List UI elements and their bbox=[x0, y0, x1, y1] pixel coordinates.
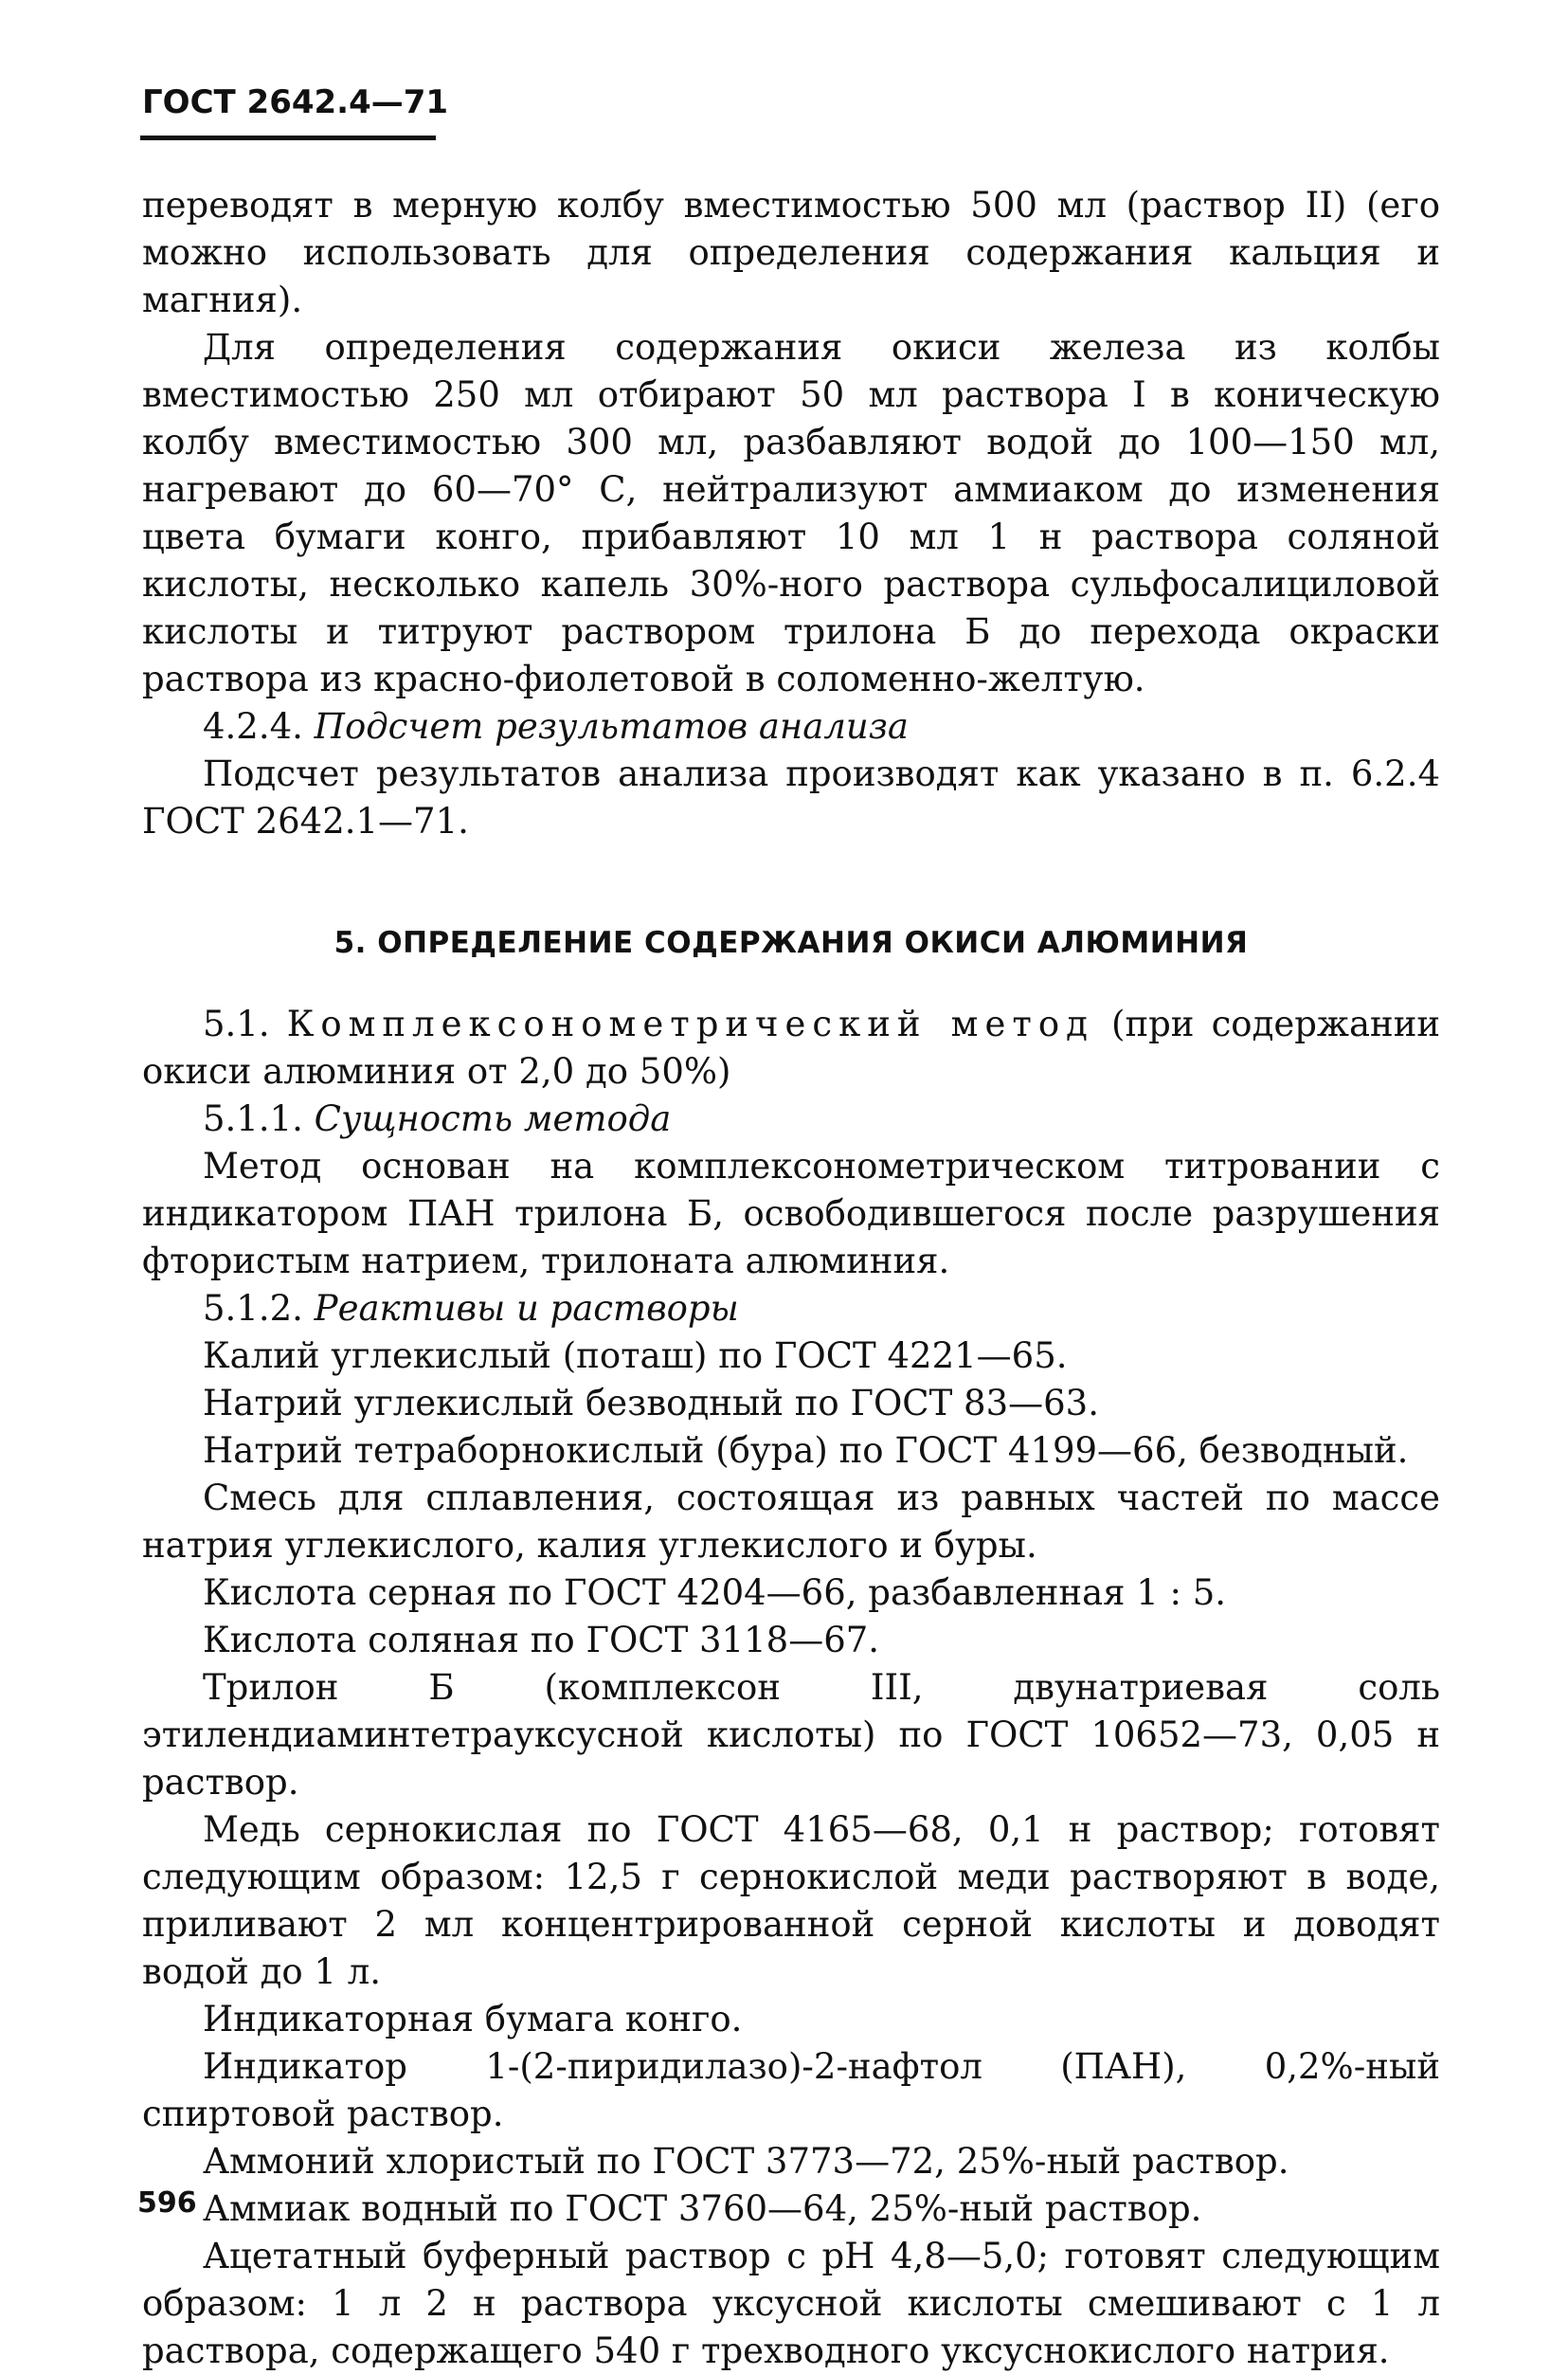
page-header-title: ГОСТ 2642.4—71 bbox=[142, 83, 449, 121]
reagent-item: Кислота серная по ГОСТ 4204—66, разбавленная 1 : 5. bbox=[203, 1572, 1227, 1613]
paragraph-iron-oxide: Для определения содержания окиси железа из колбы вместимостью 250 мл отбирают 50 мл раствора I в коническую колбу вместимостью 300 мл, разбавляют водой до 100—150 мл, нагревают до 60—70° С, нейтрализуют аммиаком до изменения цвета бумаги конго, прибавляют 10 мл 1 н раствора соляной кислоты, несколько капель 30%-ного раствора сульфосалициловой кислоты и титруют раствором трилона Б до перехода окраски раствора из красно-фиолетовой в соломенно-желтую. bbox=[142, 327, 1440, 699]
reagent-item: Кислота соляная по ГОСТ 3118—67. bbox=[203, 1620, 880, 1660]
method-name: Комплексонометрический метод bbox=[286, 1004, 1094, 1044]
subsection-title: Подсчет результатов анализа bbox=[314, 706, 909, 747]
paragraph-continuation: переводят в мерную колбу вместимостью 500 мл (раствор II) (его можно использовать для определения содержания кальция и магния). bbox=[142, 185, 1440, 320]
page-number: 596 bbox=[137, 2186, 197, 2220]
subsection-number: 5.1.2. bbox=[203, 1288, 303, 1329]
paragraph-calculation: Подсчет результатов анализа производят как указано в п. 6.2.4 ГОСТ 2642.1—71. bbox=[142, 753, 1440, 842]
reagent-item: Калий углекислый (поташ) по ГОСТ 4221—65. bbox=[203, 1335, 1068, 1376]
reagent-item: Натрий углекислый безводный по ГОСТ 83—63. bbox=[203, 1383, 1099, 1423]
subsection-title: Сущность метода bbox=[314, 1098, 672, 1139]
reagent-item: Медь сернокислая по ГОСТ 4165—68, 0,1 н раствор; готовят следующим образом: 12,5 г сернокислой меди растворяют в воде, приливают 2 мл концентрированной серной кислоты и доводят водой до 1 л. bbox=[142, 1809, 1440, 1992]
subsection-number: 5.1.1. bbox=[203, 1098, 303, 1139]
subsection-4-2-4-title bbox=[142, 703, 1440, 751]
reagent-item: Индикаторная бумага конго. bbox=[203, 1999, 743, 2040]
reagent-item: Ацетатный буферный раствор с pH 4,8—5,0; готовят следующим образом: 1 л 2 н раствора уксусной кислоты смешивают с 1 л раствора, содержащего 540 г трехводного уксуснокислого натрия. bbox=[142, 2236, 1440, 2371]
reagent-item: Смесь для сплавления, состоящая из равных частей по массе натрия углекислого, калия углекислого и буры. bbox=[142, 1478, 1440, 1566]
method-5-1 bbox=[142, 1001, 1440, 1096]
subsection-5-1-1-title bbox=[142, 1096, 1440, 1143]
header-underline bbox=[140, 136, 436, 140]
method-note: (при содержании окиси алюминия от 2,0 до 50%) bbox=[142, 1004, 1441, 1092]
paragraph-method-essence: Метод основан на комплексонометрическом титровании с индикатором ПАН трилона Б, освободившегося после разрушения фтористым натрием, трилоната алюминия. bbox=[142, 1146, 1440, 1281]
subsection-title: Реактивы и растворы bbox=[314, 1288, 739, 1329]
reagent-item: Аммоний хлористый по ГОСТ 3773—72, 25%-ный раствор. bbox=[203, 2141, 1289, 2182]
reagent-item: Индикатор 1-(2-пиридилазо)-2-нафтол (ПАН), 0,2%-ный спиртовой раствор. bbox=[142, 2046, 1440, 2134]
reagent-item: Натрий тетраборнокислый (бура) по ГОСТ 4199—66, безводный. bbox=[203, 1430, 1409, 1471]
document-body bbox=[142, 182, 1440, 2375]
section-5-heading: 5. ОПРЕДЕЛЕНИЕ СОДЕРЖАНИЯ ОКИСИ АЛЮМИНИЯ bbox=[333, 926, 1249, 960]
reagent-item: Трилон Б (комплексон III, двунатриевая соль этилендиаминтетрауксусной кислоты) по ГОСТ 10652—73, 0,05 н раствор. bbox=[142, 1667, 1440, 1803]
reagent-item: Аммиак водный по ГОСТ 3760—64, 25%-ный раствор. bbox=[203, 2188, 1202, 2229]
method-number: 5.1. bbox=[203, 1004, 270, 1044]
subsection-number: 4.2.4. bbox=[203, 706, 303, 747]
subsection-5-1-2-title bbox=[142, 1285, 1440, 1333]
